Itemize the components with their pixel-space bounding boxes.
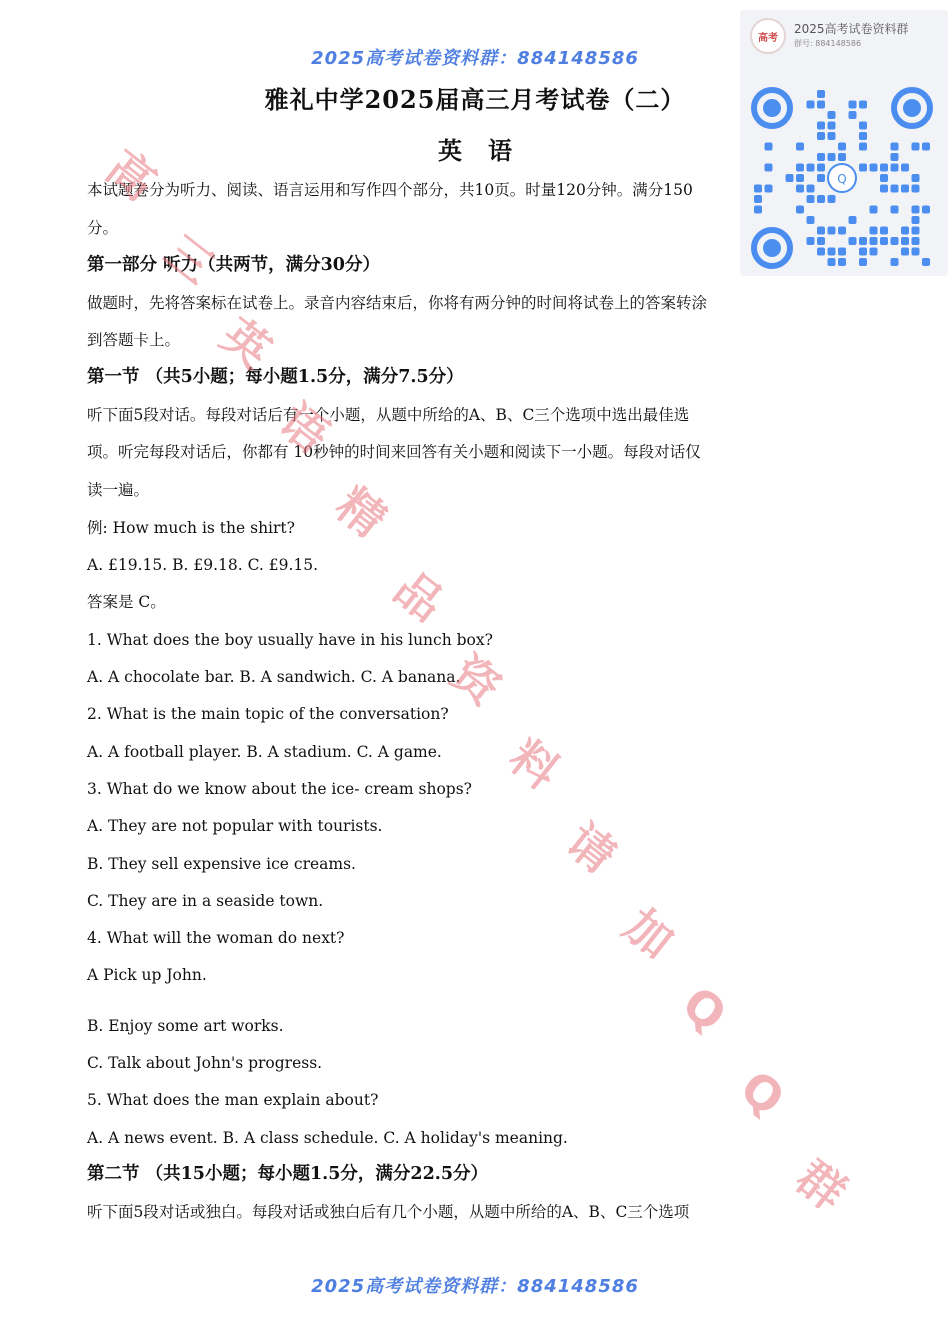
question-1: 1. What does the boy usually have in his lunch box? (87, 631, 493, 649)
question-3: 3. What do we know about the ice- cream shops? (87, 780, 472, 798)
watermark-char: 群 (786, 1149, 856, 1221)
question-4: 4. What will the woman do next? (87, 929, 345, 947)
exam-title: 雅礼中学2025届高三月考试卷（二） (264, 85, 686, 114)
watermark-char: 品 (383, 560, 454, 632)
question-2-options: A. A football player. B. A stadium. C. A game. (87, 743, 442, 761)
question-2: 2. What is the main topic of the conversation? (87, 705, 449, 723)
instruction-line: 读一遍。 (87, 481, 150, 499)
svg-text:Q: Q (837, 172, 847, 186)
group-banner-bottom: 2025高考试卷资料群：884148586 (311, 1276, 639, 1297)
instruction-line: 做题时，先将答案标在试卷上。录音内容结束后，你将有两分钟的时间将试卷上的答案转涂 (87, 294, 708, 312)
section-heading: 第一部分 听力（共两节，满分30分） (87, 255, 380, 275)
example-options: A. £19.15. B. £9.18. C. £9.15. (87, 556, 319, 574)
instruction-line: 听下面5段对话或独白。每段对话或独白后有几个小题，从题中所给的A、B、C三个选项 (87, 1203, 690, 1221)
question-3-option-b: B. They sell expensive ice creams. (87, 855, 356, 873)
example-question: 例: How much is the shirt? (87, 519, 295, 537)
group-logo: 高考 (750, 18, 786, 54)
watermark-char: 加 (613, 897, 684, 969)
instruction-line: 到答题卡上。 (87, 331, 181, 349)
subsection-heading: 第二节 （共15小题；每小题1.5分，满分22.5分） (87, 1164, 489, 1184)
qr-group-name: 2025高考试卷资料群 (794, 22, 909, 36)
intro-line: 本试题卷分为听力、阅读、语言运用和写作四个部分，共10页。时量120分钟。满分150 (87, 181, 693, 199)
example-answer: 答案是 C。 (87, 593, 166, 611)
question-3-option-a: A. They are not popular with tourists. (87, 817, 383, 835)
watermark-char: 三 (153, 224, 224, 295)
watermark-char: 资 (441, 644, 511, 716)
watermark-char: 精 (326, 476, 396, 548)
question-5-options: A. A news event. B. A class schedule. C. A holiday's meaning. (87, 1129, 568, 1147)
group-banner-top: 2025高考试卷资料群：884148586 (311, 48, 639, 69)
watermark-char: 语 (268, 392, 339, 464)
watermark-char: 料 (498, 729, 569, 800)
exam-subject: 英语 (438, 136, 538, 165)
subsection-heading: 第一节 （共5小题；每小题1.5分，满分7.5分） (87, 367, 464, 387)
question-4-option-a: A Pick up John. (87, 966, 207, 984)
question-1-options: A. A chocolate bar. B. A sandwich. C. A banana. (87, 668, 461, 686)
watermark-char: Q (672, 975, 737, 1042)
watermark-char: Q (730, 1059, 795, 1127)
question-5: 5. What does the man explain about? (87, 1091, 379, 1109)
qr-group-id: 群号: 884148586 (794, 39, 862, 48)
watermark-char: 请 (556, 813, 626, 885)
watermark-char: 英 (211, 308, 281, 380)
question-4-option-c: C. Talk about John's progress. (87, 1054, 323, 1072)
instruction-line: 听下面5段对话。每段对话后有一个小题，从题中所给的A、B、C三个选项中选出最佳选 (87, 406, 690, 424)
question-3-option-c: C. They are in a seaside town. (87, 892, 324, 910)
question-4-option-b: B. Enjoy some art works. (87, 1017, 284, 1035)
watermark-char: 高 (96, 139, 166, 211)
instruction-line: 项。听完每段对话后，你都有 10秒钟的时间来回答有关小题和阅读下一小题。每段对话仅 (87, 443, 701, 461)
intro-line: 分。 (87, 219, 119, 237)
